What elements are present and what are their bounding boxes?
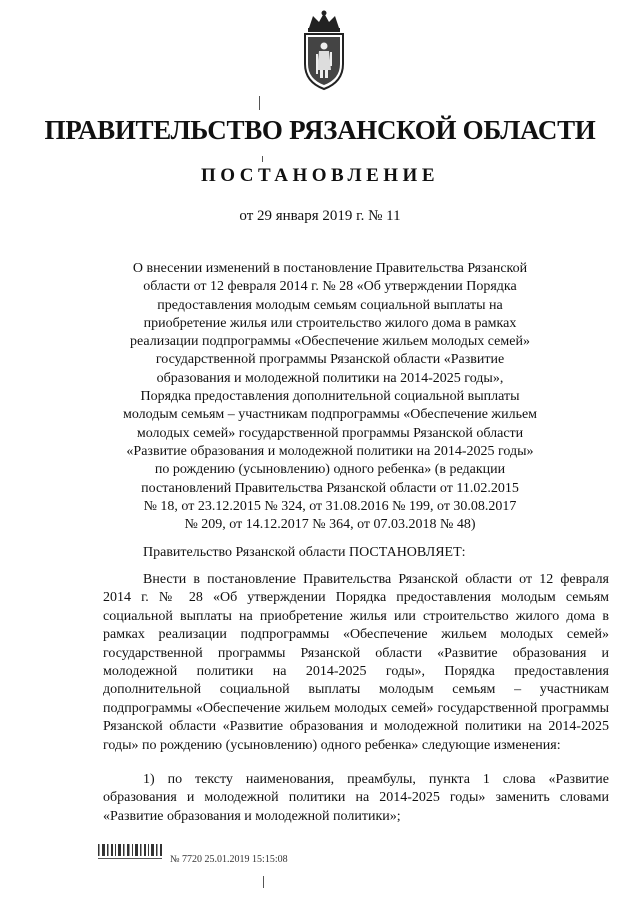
subject-line: приобретение жилья или строительство жилого дома в рамках — [143, 315, 517, 331]
scan-mark — [263, 876, 264, 888]
subject-line: «Развитие образования и молодежной политики на 2014-2025 годы» — [126, 443, 534, 459]
amendment-item-1: 1) по тексту наименования, преамбулы, пункта 1 слова «Развитие образования и молодежной политики на 2014-2025 годы» заменить словами «Развитие образования и молодежной политики»; — [103, 772, 609, 824]
subject-line: молодых семей» государственной программы Рязанской области — [136, 425, 524, 441]
subject-line: государственной программы Рязанской области «Развитие — [155, 352, 505, 368]
subject-line: образования и молодежной политики на 2014-2025 годы», — [156, 370, 504, 386]
government-name: ПРАВИТЕЛЬСТВО РЯЗАНСКОЙ ОБЛАСТИ — [44, 115, 596, 145]
decree-subject — [100, 260, 560, 534]
subject-line: по рождению (усыновлению) одного ребенка» (в редакции — [154, 462, 506, 478]
scan-mark — [262, 156, 263, 162]
scan-mark — [259, 96, 260, 110]
subject-line: постановлений Правительства Рязанской области от 11.02.2015 — [141, 480, 519, 496]
subject-line: области от 12 февраля 2014 г. № 28 «Об утверждении Порядка — [143, 279, 517, 295]
subject-line: молодым семьям – участникам подпрограммы «Обеспечение жильем — [122, 407, 538, 423]
subject-line: предоставления молодым семьям социальной выплаты на — [157, 297, 503, 313]
decree-date-number: от 29 января 2019 г. № 11 — [239, 208, 401, 224]
document-type: ПОСТАНОВЛЕНИЕ — [200, 165, 440, 186]
resolves-line: Правительство Рязанской области ПОСТАНОВЛЯЕТ: — [143, 545, 466, 560]
subject-line: Порядка предоставления дополнительной социальной выплаты — [140, 389, 520, 405]
registration-stamp: № 7720 25.01.2019 15:15:08 — [170, 854, 288, 865]
main-paragraph: Внести в постановление Правительства Рязанской области от 12 февраля 2014 г. № 28 «Об утверждении Порядка предоставления молодым семьям социальной выплаты на приобретение жилья или строительство жилого дома в рамках реализации подпрограммы «Обеспечение жильем молодых семей» государственной программы Рязанской области «Развитие образования и молодежной политики на 2014-2025 годы», Порядка предоставления дополнительной социальной выплаты молодым семьям – участникам подпрограммы «Обеспечение жильем молодых семей» государственной программы Рязанской области «Развитие образования и молодежной политики на 2014-2025 годы» по рождению (усыновлению) одного ребенка» следующие изменения: — [103, 572, 609, 753]
subject-line: № 18, от 23.12.2015 № 324, от 31.08.2016 № 199, от 30.08.2017 — [143, 498, 517, 514]
subject-line: № 209, от 14.12.2017 № 364, от 07.03.2018 № 48) — [184, 517, 476, 533]
subject-line: О внесении изменений в постановление Правительства Рязанской — [132, 261, 528, 276]
subject-line: реализации подпрограммы «Обеспечение жильем молодых семей» — [130, 334, 530, 350]
ryazan-coat-of-arms-icon — [295, 10, 353, 92]
registration-barcode-icon — [98, 842, 164, 862]
